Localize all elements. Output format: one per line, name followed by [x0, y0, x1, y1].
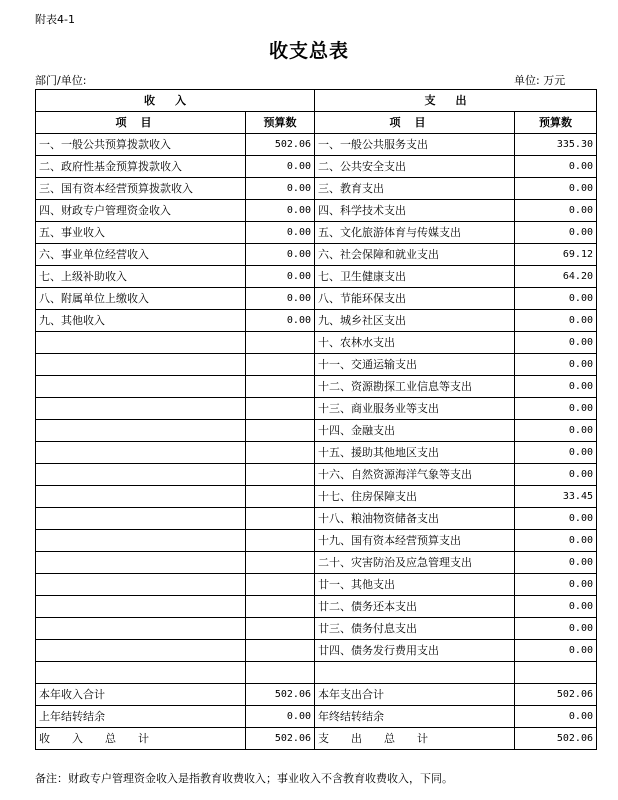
unit-label: 单位: 万元	[514, 74, 566, 87]
income-value-cell	[246, 640, 315, 662]
table-row	[36, 222, 597, 244]
income-item-cell: 本年收入合计	[36, 684, 246, 706]
budget-summary-table	[35, 89, 597, 750]
income-item-cell	[36, 354, 246, 376]
expense-value-cell: 0.00	[515, 596, 597, 618]
page-title: 收支总表	[268, 40, 349, 62]
income-value-cell: 0.00	[246, 156, 315, 178]
income-value-cell	[246, 574, 315, 596]
expense-item-cell: 十七、住房保障支出	[315, 486, 515, 508]
income-item-cell	[36, 640, 246, 662]
table-row	[36, 486, 597, 508]
expense-item-cell: 支出总计	[315, 728, 515, 750]
expense-value-cell: 0.00	[515, 222, 597, 244]
expense-value-cell: 0.00	[515, 354, 597, 376]
expense-value-cell: 502.06	[515, 684, 597, 706]
income-value-cell	[246, 398, 315, 420]
income-value-cell: 502.06	[246, 684, 315, 706]
table-row	[36, 662, 597, 684]
expense-value-cell: 0.00	[515, 706, 597, 728]
income-item-cell	[36, 376, 246, 398]
table-row	[36, 618, 597, 640]
income-item-cell	[36, 332, 246, 354]
income-item-cell: 七、上级补助收入	[36, 266, 246, 288]
income-item-cell	[36, 398, 246, 420]
expense-item-cell: 十三、商业服务业等支出	[315, 398, 515, 420]
table-row	[36, 442, 597, 464]
expense-value-cell: 69.12	[515, 244, 597, 266]
income-item-cell	[36, 662, 246, 684]
expense-item-cell: 九、城乡社区支出	[315, 310, 515, 332]
expense-value-cell: 0.00	[515, 398, 597, 420]
expense-item-header: 项目	[315, 112, 515, 134]
expense-value-cell	[515, 662, 597, 684]
expense-value-cell: 0.00	[515, 200, 597, 222]
income-value-cell	[246, 332, 315, 354]
income-budget-header: 预算数	[246, 112, 315, 134]
table-row	[36, 574, 597, 596]
total-row	[36, 684, 597, 706]
expense-item-cell: 一、一般公共服务支出	[315, 134, 515, 156]
table-row	[36, 596, 597, 618]
table-row	[36, 178, 597, 200]
income-item-header: 项目	[36, 112, 246, 134]
expense-item-cell: 廿三、债务付息支出	[315, 618, 515, 640]
expense-item-cell: 十二、资源勘探工业信息等支出	[315, 376, 515, 398]
income-value-cell	[246, 486, 315, 508]
table-row	[36, 200, 597, 222]
expense-value-cell: 64.20	[515, 266, 597, 288]
expense-item-cell: 十八、粮油物资储备支出	[315, 508, 515, 530]
income-value-cell: 0.00	[246, 244, 315, 266]
grand-total-row	[36, 728, 597, 750]
expense-value-cell: 335.30	[515, 134, 597, 156]
income-value-cell	[246, 618, 315, 640]
expense-item-cell	[315, 662, 515, 684]
expense-item-cell: 廿一、其他支出	[315, 574, 515, 596]
income-item-cell	[36, 618, 246, 640]
expense-item-cell: 十、农林水支出	[315, 332, 515, 354]
expense-value-cell: 0.00	[515, 640, 597, 662]
expense-item-cell: 七、卫生健康支出	[315, 266, 515, 288]
income-item-cell: 四、财政专户管理资金收入	[36, 200, 246, 222]
column-header-row	[36, 112, 597, 134]
income-value-cell: 0.00	[246, 288, 315, 310]
income-value-cell: 0.00	[246, 310, 315, 332]
table-row	[36, 420, 597, 442]
income-value-cell	[246, 354, 315, 376]
income-item-cell	[36, 508, 246, 530]
income-item-cell	[36, 420, 246, 442]
expense-value-cell: 0.00	[515, 310, 597, 332]
expense-value-cell: 502.06	[515, 728, 597, 750]
table-row	[36, 332, 597, 354]
income-value-cell: 502.06	[246, 728, 315, 750]
table-row	[36, 288, 597, 310]
footnote: 备注：财政专户管理资金收入是指教育收费收入；事业收入不含教育收费收入，下同。	[35, 772, 453, 785]
table-row	[36, 134, 597, 156]
income-item-cell	[36, 464, 246, 486]
table-row	[36, 530, 597, 552]
expense-value-cell: 0.00	[515, 178, 597, 200]
income-item-cell: 收入总计	[36, 728, 246, 750]
department-label: 部门/单位:	[35, 74, 87, 87]
income-item-cell: 六、事业单位经营收入	[36, 244, 246, 266]
expense-item-cell: 十五、援助其他地区支出	[315, 442, 515, 464]
expense-item-cell: 三、教育支出	[315, 178, 515, 200]
income-value-cell	[246, 464, 315, 486]
income-item-cell	[36, 530, 246, 552]
income-value-cell: 502.06	[246, 134, 315, 156]
total-row	[36, 706, 597, 728]
expense-budget-header: 预算数	[515, 112, 597, 134]
income-value-cell	[246, 552, 315, 574]
income-item-cell	[36, 596, 246, 618]
expense-item-cell: 五、文化旅游体育与传媒支出	[315, 222, 515, 244]
expense-value-cell: 33.45	[515, 486, 597, 508]
expense-item-cell: 本年支出合计	[315, 684, 515, 706]
expense-item-cell: 年终结转结余	[315, 706, 515, 728]
table-row	[36, 156, 597, 178]
table-row	[36, 376, 597, 398]
table-row	[36, 464, 597, 486]
expense-item-cell: 八、节能环保支出	[315, 288, 515, 310]
expense-header: 支出	[315, 90, 597, 112]
expense-value-cell: 0.00	[515, 530, 597, 552]
expense-item-cell: 廿四、债务发行费用支出	[315, 640, 515, 662]
expense-value-cell: 0.00	[515, 288, 597, 310]
income-item-cell	[36, 552, 246, 574]
expense-item-cell: 六、社会保障和就业支出	[315, 244, 515, 266]
income-value-cell	[246, 530, 315, 552]
table-row	[36, 266, 597, 288]
income-value-cell: 0.00	[246, 266, 315, 288]
expense-value-cell: 0.00	[515, 376, 597, 398]
income-item-cell	[36, 486, 246, 508]
income-item-cell: 上年结转结余	[36, 706, 246, 728]
income-item-cell: 三、国有资本经营预算拨款收入	[36, 178, 246, 200]
expense-item-cell: 二、公共安全支出	[315, 156, 515, 178]
expense-value-cell: 0.00	[515, 156, 597, 178]
income-item-cell	[36, 442, 246, 464]
income-value-cell	[246, 442, 315, 464]
income-value-cell: 0.00	[246, 200, 315, 222]
expense-value-cell: 0.00	[515, 442, 597, 464]
expense-value-cell: 0.00	[515, 552, 597, 574]
income-item-cell: 五、事业收入	[36, 222, 246, 244]
table-row	[36, 552, 597, 574]
expense-item-cell: 十六、自然资源海洋气象等支出	[315, 464, 515, 486]
table-row	[36, 354, 597, 376]
expense-value-cell: 0.00	[515, 508, 597, 530]
expense-value-cell: 0.00	[515, 618, 597, 640]
income-value-cell	[246, 376, 315, 398]
attachment-label: 附表4-1	[35, 13, 75, 26]
expense-item-cell: 二十、灾害防治及应急管理支出	[315, 552, 515, 574]
income-item-cell	[36, 574, 246, 596]
income-item-cell: 一、一般公共预算拨款收入	[36, 134, 246, 156]
income-header: 收入	[36, 90, 315, 112]
income-item-cell: 九、其他收入	[36, 310, 246, 332]
income-item-cell: 二、政府性基金预算拨款收入	[36, 156, 246, 178]
income-value-cell	[246, 420, 315, 442]
table-row	[36, 640, 597, 662]
expense-item-cell: 十九、国有资本经营预算支出	[315, 530, 515, 552]
expense-item-cell: 廿二、债务还本支出	[315, 596, 515, 618]
expense-value-cell: 0.00	[515, 464, 597, 486]
section-header-row	[36, 90, 597, 112]
expense-item-cell: 四、科学技术支出	[315, 200, 515, 222]
expense-value-cell: 0.00	[515, 332, 597, 354]
expense-value-cell: 0.00	[515, 574, 597, 596]
expense-item-cell: 十一、交通运输支出	[315, 354, 515, 376]
income-value-cell: 0.00	[246, 706, 315, 728]
income-value-cell: 0.00	[246, 222, 315, 244]
income-value-cell	[246, 508, 315, 530]
income-value-cell	[246, 662, 315, 684]
expense-value-cell: 0.00	[515, 420, 597, 442]
table-row	[36, 398, 597, 420]
income-item-cell: 八、附属单位上缴收入	[36, 288, 246, 310]
table-row	[36, 310, 597, 332]
table-row	[36, 508, 597, 530]
income-value-cell	[246, 596, 315, 618]
income-value-cell: 0.00	[246, 178, 315, 200]
expense-item-cell: 十四、金融支出	[315, 420, 515, 442]
table-row	[36, 244, 597, 266]
